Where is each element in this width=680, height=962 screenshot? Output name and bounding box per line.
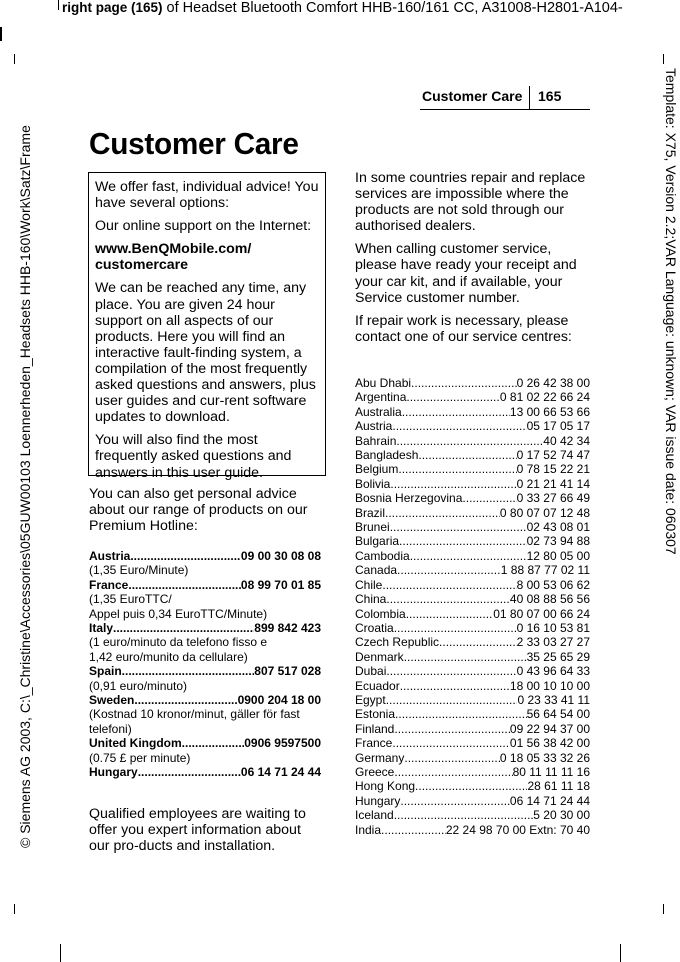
centre-number: 01 80 07 00 66 24 <box>493 606 590 621</box>
crop-mark <box>0 27 2 41</box>
centre-number: 35 25 65 29 <box>526 649 590 664</box>
page-title: Customer Care <box>89 126 299 161</box>
premium-hotline-intro: You can also get personal advice about our range of products on our Premium Hotline: <box>89 486 308 535</box>
service-centre-row <box>355 823 590 837</box>
centre-country: Canada <box>355 563 398 578</box>
centre-number: 0 21 21 41 14 <box>516 476 590 491</box>
service-centre-row <box>355 578 590 592</box>
centre-number: 0 80 07 07 12 48 <box>499 505 590 520</box>
centre-number: 1 88 87 77 02 11 <box>500 563 590 578</box>
centre-country: Estonia <box>355 707 396 722</box>
service-centre-row <box>355 722 590 736</box>
service-centre-row <box>355 563 590 577</box>
leader-dots <box>395 707 527 721</box>
leader-dots <box>381 823 446 837</box>
service-centre-row <box>355 506 590 520</box>
support-info-box <box>88 172 326 481</box>
crop-mark <box>663 904 664 914</box>
centre-country: Czech Republic <box>355 635 440 650</box>
centre-number: 0 43 96 64 33 <box>516 664 590 679</box>
box-24h-support: We can be reached any time, any place. You are given 24 hour support on all aspects of our products. Here you will find an interactive fault-finding system, a compilation of the most frequently asked questions and answers, plus user guides and cur-rent software updates to download. <box>95 280 316 426</box>
leader-dots <box>390 520 527 534</box>
hotline-row <box>89 664 321 678</box>
centre-number: 40 08 88 56 56 <box>509 592 590 607</box>
box-intro: We offer fast, individual advice! You have several options: <box>95 179 319 212</box>
crop-mark <box>14 54 15 64</box>
hotline-number: 807 517 028 <box>254 664 321 679</box>
leader-dots <box>113 621 254 635</box>
service-centre-row <box>355 419 590 433</box>
leader-dots <box>410 549 527 563</box>
service-centre-row <box>355 434 590 448</box>
centre-number: 8 00 53 06 62 <box>516 577 590 592</box>
leader-dots <box>400 679 510 693</box>
centre-number: 56 64 54 00 <box>526 707 590 722</box>
centre-country: Chile <box>355 577 383 592</box>
hotline-country: Italy <box>89 621 114 636</box>
leader-dots <box>392 419 526 433</box>
hotline-rate-note: (1,35 EuroTTC/ Appel puis 0,34 EuroTTC/Minute) <box>89 592 268 621</box>
leader-dots <box>397 563 501 577</box>
centre-country: Croatia <box>355 620 394 635</box>
service-centre-list <box>355 376 590 837</box>
centre-number: 13 00 66 53 66 <box>509 404 590 419</box>
centre-country: Bangladesh <box>355 448 419 463</box>
centre-number: 0 18 05 33 32 26 <box>499 750 590 765</box>
centre-country: India <box>355 822 382 837</box>
hotline-row <box>89 549 321 563</box>
service-centre-row <box>355 779 590 793</box>
service-availability-note: In some countries repair and replace services are impossible where the products are not sold through our authorised dealers. <box>355 170 586 235</box>
leader-dots <box>394 722 510 736</box>
hotline-number: 09 00 30 08 08 <box>240 549 321 563</box>
leader-dots <box>439 635 517 649</box>
centre-country: Bahrain <box>355 433 397 448</box>
centre-country: France <box>355 736 393 751</box>
leader-dots <box>411 376 517 390</box>
centre-number: 01 56 38 42 00 <box>509 736 590 751</box>
centre-country: Hungary <box>355 793 401 808</box>
leader-dots <box>134 693 237 707</box>
hotline-number: 0906 9597500 <box>244 736 321 751</box>
service-centre-row <box>355 679 590 693</box>
crop-mark <box>14 904 15 914</box>
centre-number: 40 42 34 <box>543 433 590 448</box>
leader-dots <box>385 506 500 520</box>
leader-dots <box>128 578 241 592</box>
service-centre-row <box>355 751 590 765</box>
hotline-country: Sweden <box>89 693 135 708</box>
leader-dots <box>138 765 241 779</box>
centre-country: Argentina <box>355 390 407 405</box>
leader-dots <box>404 751 500 765</box>
left-margin-copyright: © Siemens AG 2003, C:\_Christine\Accessories\05GUW00103 Loennerheden_Headsets HHB-160\Work\Satz\Frame <box>17 125 33 848</box>
centre-country: Ecuador <box>355 678 400 693</box>
centre-number: 09 22 94 37 00 <box>509 721 590 736</box>
centre-number: 02 43 08 01 <box>526 520 590 535</box>
running-head-title: Customer Care <box>422 88 523 104</box>
premium-hotline-list <box>89 549 321 780</box>
centre-country: Egypt <box>355 692 386 707</box>
service-centre-row <box>355 794 590 808</box>
leader-dots <box>394 621 517 635</box>
leader-dots <box>382 578 516 592</box>
service-intro <box>355 170 591 352</box>
leader-dots <box>406 390 500 404</box>
hotline-row <box>89 765 321 779</box>
hotline-row <box>89 621 321 635</box>
service-centre-row <box>355 477 590 491</box>
box-faq-note: You will also find the most frequently asked questions and answers in this user guide. <box>95 432 292 481</box>
centre-number: 0 17 52 74 47 <box>516 448 590 463</box>
service-centre-row <box>355 520 590 534</box>
service-centre-row <box>355 621 590 635</box>
crop-mark <box>58 0 59 10</box>
centre-number: 12 80 05 00 <box>526 548 590 563</box>
centre-country: Brazil <box>355 505 386 520</box>
service-centre-row <box>355 376 590 390</box>
centre-country: Dubai <box>355 664 387 679</box>
centre-number: 0 26 42 38 00 <box>516 376 590 390</box>
centre-country: Bosnia Herzegovina <box>355 491 463 506</box>
hotline-number: 899 842 423 <box>254 621 321 636</box>
leader-dots <box>404 650 527 664</box>
leader-dots <box>415 779 527 793</box>
service-centre-row <box>355 650 590 664</box>
hotline-rate-note: (0.75 £ per minute) <box>89 750 191 765</box>
leader-dots <box>418 448 516 462</box>
centre-country: Austria <box>355 419 393 434</box>
service-centre-row <box>355 664 590 678</box>
hotline-country: Spain <box>89 664 122 679</box>
centre-number: 80 11 11 11 16 <box>512 764 590 779</box>
centre-country: China <box>355 592 387 607</box>
hotline-rate-note: (1 euro/minuto da telefono fisso e 1,42 euro/munito da cellulare) <box>89 635 268 664</box>
centre-number: 0 81 02 22 66 24 <box>499 390 590 405</box>
hotline-rate-note: (0,91 euro/minuto) <box>89 678 188 693</box>
box-online-support: Our online support on the Internet: <box>95 218 312 235</box>
leader-dots <box>392 736 510 750</box>
centre-country: Denmark <box>355 649 404 664</box>
centre-number: 2 33 03 27 27 <box>516 635 590 650</box>
centre-number: 06 14 71 24 44 <box>509 793 590 808</box>
centre-country: Hong Kong <box>355 779 416 794</box>
leader-dots <box>398 462 516 476</box>
leader-dots <box>402 405 510 419</box>
print-header <box>62 0 678 17</box>
hotline-number: 06 14 71 24 44 <box>240 765 321 780</box>
centre-country: Brunei <box>355 520 390 535</box>
hotline-country: Austria <box>89 549 131 563</box>
hotline-country: Hungary <box>89 765 138 780</box>
running-head-rule <box>420 109 590 110</box>
service-centre-row <box>355 405 590 419</box>
hotline-country: United Kingdom <box>89 736 182 751</box>
leader-dots <box>394 808 534 822</box>
service-centre-row <box>355 549 590 563</box>
right-margin-template-info: Template: X75, Version 2.2;VAR Language: unknown; VAR issue date: 060307 <box>663 68 679 555</box>
service-centre-row <box>355 808 590 822</box>
document-title: of Headset Bluetooth Comfort HHB-160/161 CC, A31008-H2801-A104- <box>162 0 623 16</box>
service-centre-row <box>355 390 590 404</box>
running-head-divider <box>529 86 530 109</box>
centre-number: 05 17 05 17 <box>526 419 590 434</box>
centre-number: 0 23 33 41 11 <box>517 692 590 707</box>
service-centre-row <box>355 736 590 750</box>
hotline-rate-note: (Kostnad 10 kronor/minut, gäller för fast telefoni) <box>89 707 300 736</box>
hotline-row <box>89 736 321 750</box>
centre-number: 5 20 30 00 <box>533 808 590 823</box>
centre-country: Cambodia <box>355 548 410 563</box>
leader-dots <box>394 765 512 779</box>
service-centre-row <box>355 635 590 649</box>
leader-dots <box>390 477 516 491</box>
hotline-country: France <box>89 577 129 592</box>
service-centre-row <box>355 534 590 548</box>
leader-dots <box>396 434 543 448</box>
leader-dots <box>130 549 241 563</box>
hotline-row <box>89 693 321 707</box>
centre-number: 0 16 10 53 81 <box>516 620 590 635</box>
centre-country: Iceland <box>355 808 394 823</box>
service-centre-row <box>355 462 590 476</box>
centre-country: Abu Dhabi <box>355 376 412 390</box>
centre-number: 22 24 98 70 00 Extn: 70 40 <box>445 822 590 837</box>
crop-mark <box>60 944 61 962</box>
hotline-row <box>89 578 321 592</box>
service-centre-row <box>355 592 590 606</box>
leader-dots <box>462 491 516 505</box>
service-centre-row <box>355 448 590 462</box>
service-call-note: When calling customer service, please have ready your receipt and your car kit, and if available, your Service customer number. <box>355 241 577 306</box>
centre-number: 0 78 15 22 21 <box>516 462 590 477</box>
centre-country: Colombia <box>355 606 406 621</box>
leader-dots <box>406 607 494 621</box>
leader-dots <box>182 736 245 750</box>
leader-dots <box>399 534 527 548</box>
centre-country: Belgium <box>355 462 399 477</box>
centre-country: Bulgaria <box>355 534 400 549</box>
leader-dots <box>122 664 255 678</box>
centre-number: 0 33 27 66 49 <box>516 491 590 506</box>
page-label: right page (165) <box>62 0 163 15</box>
centre-number: 18 00 10 10 00 <box>509 678 590 693</box>
centre-country: Bolivia <box>355 476 391 491</box>
leader-dots <box>400 794 510 808</box>
crop-mark <box>663 54 664 64</box>
hotline-rate-note: (1,35 Euro/Minute) <box>89 563 189 578</box>
support-url: www.BenQMobile.com/ customercare <box>95 241 252 274</box>
centre-country: Germany <box>355 750 405 765</box>
leader-dots <box>386 693 518 707</box>
service-centre-row <box>355 607 590 621</box>
service-centre-row <box>355 693 590 707</box>
service-repair-note: If repair work is necessary, please contact one of our service centres: <box>355 312 572 345</box>
leader-dots <box>386 664 516 678</box>
leader-dots <box>386 592 510 606</box>
page-number: 165 <box>538 88 562 104</box>
centre-number: 02 73 94 88 <box>526 534 590 549</box>
service-centre-row <box>355 707 590 721</box>
hotline-number: 0900 204 18 00 <box>237 693 321 708</box>
centre-country: Greece <box>355 764 395 779</box>
qualified-employees-text: Qualified employees are waiting to offer you expert information about our pro-ducts and installation. <box>89 806 306 855</box>
service-centre-row <box>355 491 590 505</box>
hotline-number: 08 99 70 01 85 <box>240 577 321 592</box>
crop-mark <box>620 944 621 962</box>
centre-number: 28 61 11 18 <box>527 779 590 794</box>
centre-country: Finland <box>355 721 395 736</box>
centre-country: Australia <box>355 404 402 419</box>
service-centre-row <box>355 765 590 779</box>
